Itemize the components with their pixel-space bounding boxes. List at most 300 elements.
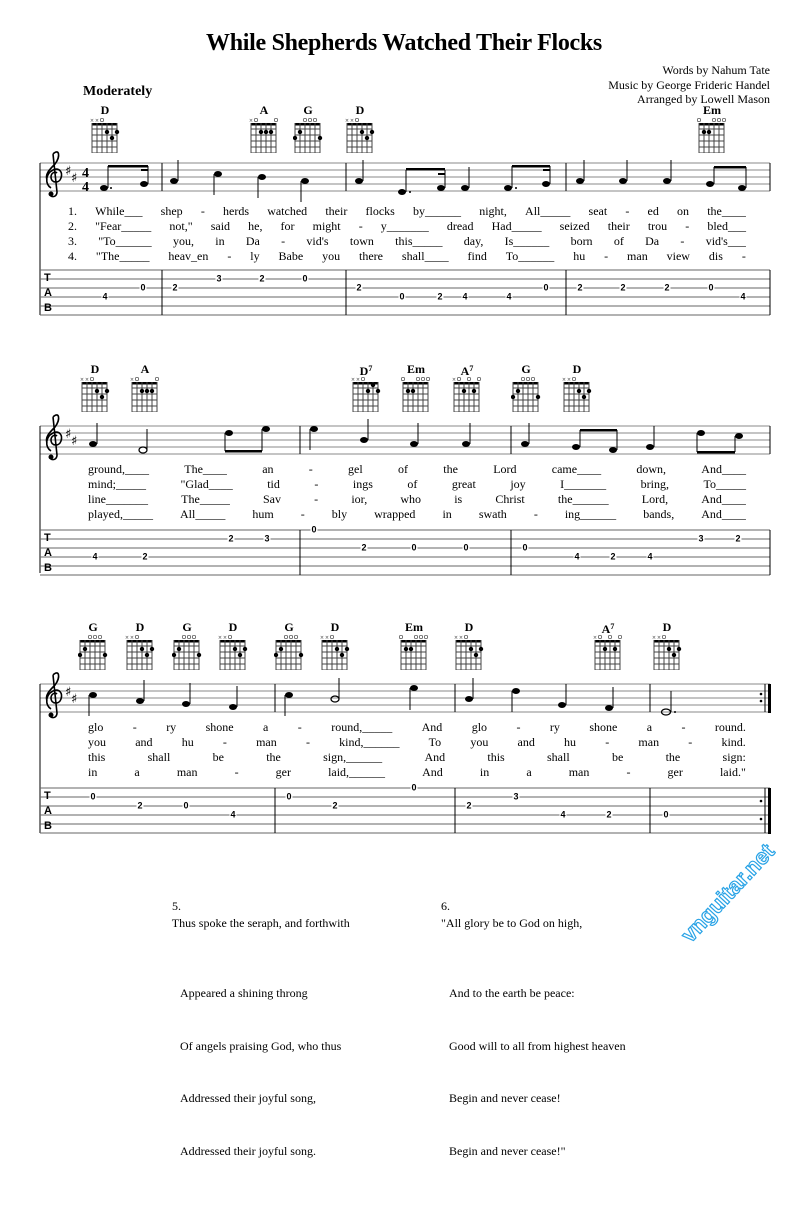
chord-diagram-icon [274, 634, 304, 670]
lyric-syllable: bly [331, 507, 348, 521]
chord-g [167, 620, 207, 670]
lyric-syllable: town [349, 234, 374, 248]
chord-d [557, 362, 597, 412]
svg-text:×: × [458, 635, 464, 641]
lyric-syllable: Babe [278, 249, 304, 263]
lyric-syllable: man [176, 765, 198, 779]
lyric-syllable: of [407, 477, 418, 491]
lyric-syllable: heav_en [168, 249, 209, 263]
chord-name: Em [405, 620, 423, 634]
svg-text:×: × [84, 377, 90, 383]
chord-diagram-icon [320, 634, 350, 670]
tab-fret-number: 0 [286, 791, 292, 802]
verse-6-line-5: Begin and never cease!" [449, 1143, 566, 1158]
lyric-syllable: you [470, 735, 489, 749]
chord-diagram-icon [401, 376, 431, 412]
lyric-syllable: joy [510, 477, 526, 491]
chord-name: Em [407, 362, 425, 376]
lyric-syllable: man [568, 765, 590, 779]
lyric-syllable: you [88, 735, 106, 749]
chord-diagram-icon [172, 634, 202, 670]
chord-diagram-icon [454, 634, 484, 670]
svg-text:T: T [44, 272, 51, 284]
lyric-syllable: the [266, 750, 281, 764]
lyric-syllable: find [467, 249, 487, 263]
svg-text:×: × [562, 377, 567, 383]
chord-diagram-icon [80, 376, 110, 412]
song-title: While Shepherds Watched Their Flocks [206, 30, 602, 56]
lyric-syllable: 3. [68, 234, 77, 248]
chord-g [73, 620, 113, 670]
tab-fret-number: 2 [466, 800, 472, 811]
lyric-syllable: hum [252, 507, 274, 521]
tab-fret-number: 3 [513, 791, 519, 802]
tab-fret-number: 2 [259, 273, 265, 284]
chord-name: A [140, 362, 150, 376]
lyric-syllable: Da [245, 234, 260, 248]
lyric-syllable: - [605, 735, 610, 749]
lyric-syllable: watched [267, 204, 308, 218]
tab-fret-number: 4 [92, 551, 98, 562]
svg-text:×: × [349, 118, 355, 124]
lyric-syllable: their [607, 219, 630, 233]
lyric-syllable: glo [88, 720, 104, 734]
lyric-syllable: shall [547, 750, 570, 764]
tab-fret-number: 2 [356, 282, 362, 293]
tab-fret-number: 0 [522, 542, 528, 553]
lyric-syllable: - [741, 249, 746, 263]
lyric-syllable: Da [645, 234, 660, 248]
chord-g [269, 620, 309, 670]
chord-diagram-icon [125, 634, 155, 670]
lyric-syllable: by______ [413, 204, 462, 218]
lyric-syllable: ly [250, 249, 260, 263]
tab-fret-number: 4 [462, 291, 468, 302]
lyric-syllable: in [479, 765, 490, 779]
tab-fret-number: 2 [735, 533, 741, 544]
lyric-syllable: seat [588, 204, 608, 218]
svg-text:♯: ♯ [65, 164, 72, 179]
svg-text:×: × [80, 377, 85, 383]
lyric-syllable: ry [549, 720, 560, 734]
tab-fret-number: 4 [102, 291, 108, 302]
chord-name: D [464, 620, 474, 634]
lyric-syllable: shone [589, 720, 618, 734]
lyric-syllable: ry [166, 720, 177, 734]
lyric-syllable: - [297, 720, 302, 734]
chord-d [213, 620, 253, 670]
lyric-syllable: - [688, 735, 693, 749]
chord-a [125, 362, 165, 412]
lyric-syllable: - [685, 219, 690, 233]
tab-fret-number: 3 [698, 533, 704, 544]
svg-text:B: B [44, 302, 52, 314]
lyric-syllable: ing______ [564, 507, 617, 521]
lyric-syllable: sign: [722, 750, 746, 764]
lyric-syllable: hu [564, 735, 577, 749]
lyric-syllable: in [215, 234, 225, 248]
svg-text:×: × [324, 635, 330, 641]
verse-6-number: 6. [441, 898, 450, 913]
lyric-syllable: swath [478, 507, 507, 521]
lyric-syllable: - [358, 219, 363, 233]
lyric-line-3 [0, 234, 808, 249]
chord-em [396, 362, 436, 412]
verse-5-line-1: Thus spoke the seraph, and forthwith [171, 916, 350, 930]
lyric-syllable: this [487, 750, 505, 764]
chord-g [506, 362, 546, 412]
svg-text:B: B [44, 562, 52, 574]
lyric-syllable: All_____ [180, 507, 226, 521]
tempo-marking: Moderately [83, 84, 153, 99]
lyric-syllable: of [613, 234, 624, 248]
chord-name: D [90, 362, 100, 376]
svg-text:×: × [320, 635, 325, 641]
tab-fret-number: 2 [610, 551, 616, 562]
svg-text:×: × [656, 635, 662, 641]
svg-text:×: × [355, 377, 361, 383]
lyric-syllable: flocks [365, 204, 395, 218]
lyric-syllable: said [210, 219, 231, 233]
lyric-syllable: came____ [551, 462, 602, 476]
verse-6-line-2: And to the earth be peace: [449, 986, 575, 1000]
lyric-syllable: ings [352, 477, 373, 491]
lyric-syllable: laid." [719, 765, 746, 779]
chord-diagram-icon [218, 634, 248, 670]
lyric-syllable: The_____ [181, 492, 230, 506]
lyric-syllable: gel [348, 462, 363, 476]
lyric-syllable: born [570, 234, 593, 248]
lyric-syllable: round,_____ [331, 720, 393, 734]
svg-text:♯: ♯ [71, 434, 78, 449]
chord-d [75, 362, 115, 412]
svg-text:×: × [125, 635, 130, 641]
tab-fret-number: 3 [216, 273, 222, 284]
chord-name: D [228, 620, 238, 634]
lyric-syllable: - [308, 462, 313, 476]
lyric-syllable: a [263, 720, 269, 734]
tab-fret-number: 2 [606, 809, 612, 820]
tab-fret-number: 3 [264, 533, 270, 544]
svg-text:×: × [129, 635, 135, 641]
lyric-line-1 [0, 462, 808, 477]
svg-text:×: × [222, 635, 228, 641]
tab-fret-number: 4 [740, 291, 746, 302]
tab-fret-number: 0 [399, 291, 405, 302]
lyric-syllable: "To______ [98, 234, 152, 248]
lyric-syllable: - [604, 249, 609, 263]
lyric-syllable: kind,______ [339, 735, 400, 749]
lyric-syllable: kind. [721, 735, 746, 749]
lyric-syllable: trou [647, 219, 668, 233]
chord-diagram-icon [652, 634, 682, 670]
chord-name: G [521, 362, 531, 376]
lyric-syllable: - [234, 765, 239, 779]
verse-5 [166, 880, 350, 1213]
verse-5-line-3: Of angels praising God, who thus [180, 1038, 342, 1053]
lyric-syllable: Is______ [504, 234, 550, 248]
tab-fret-number: 4 [506, 291, 512, 302]
verse-6-line-1: "All glory be to God on high, [441, 916, 583, 930]
chord-name: G [303, 103, 313, 117]
credit-music: Music by George Frideric Handel [608, 77, 770, 92]
lyric-syllable: a [134, 765, 140, 779]
chord-d [449, 620, 489, 670]
lyric-syllable: y_______ [380, 219, 429, 233]
lyric-syllable: the [443, 462, 458, 476]
chord-d [340, 103, 380, 153]
chord-name: G [182, 620, 192, 634]
tab-fret-number: 4 [560, 809, 566, 820]
lyric-syllable: glo [471, 720, 488, 734]
lyric-syllable: be [611, 750, 624, 764]
chord-diagram-icon [593, 634, 623, 670]
lyric-syllable: I_______ [560, 477, 607, 491]
tab-fret-number: 4 [647, 551, 653, 562]
chord-d [85, 103, 125, 153]
lyric-syllable: - [281, 234, 286, 248]
lyric-syllable: While___ [95, 204, 143, 218]
lyric-syllable: there [359, 249, 383, 263]
chord-name: $A^7$ [601, 622, 615, 636]
tab-fret-number: 2 [142, 551, 148, 562]
lyric-syllable: All_____ [525, 204, 571, 218]
lyric-syllable: 1. [68, 204, 77, 218]
lyric-syllable: you [322, 249, 341, 263]
lyric-syllable: the______ [557, 492, 609, 506]
lyric-syllable: this [88, 750, 106, 764]
lyric-syllable: To_____ [703, 477, 746, 491]
lyric-syllable: tid [267, 477, 280, 491]
svg-text:×: × [454, 635, 459, 641]
lyric-syllable: dis [708, 249, 723, 263]
lyric-syllable: - [533, 507, 538, 521]
lyric-syllable: great [451, 477, 476, 491]
lyric-syllable: - [626, 765, 631, 779]
tab-fret-number: 2 [664, 282, 670, 293]
svg-text:♯: ♯ [65, 685, 72, 700]
lyric-syllable: be [212, 750, 224, 764]
lyric-syllable: Lord, [641, 492, 669, 506]
lyric-line-2 [0, 219, 808, 234]
lyric-syllable: night, [479, 204, 507, 218]
lyric-line-1 [0, 204, 808, 219]
verse-5-number: 5. [172, 898, 181, 913]
chord-g [288, 103, 328, 153]
verse-6-line-4: Begin and never cease! [449, 1091, 561, 1105]
lyric-syllable: The____ [184, 462, 227, 476]
lyric-syllable: shep [160, 204, 183, 218]
tab-fret-number: 4 [574, 551, 580, 562]
lyric-syllable: Lord [493, 462, 517, 476]
svg-text:×: × [94, 118, 100, 124]
lyric-syllable: - [300, 507, 305, 521]
tab-fret-number: 4 [230, 809, 236, 820]
lyric-syllable: round. [714, 720, 746, 734]
lyric-syllable: he, [248, 219, 263, 233]
system-2-tab [40, 530, 770, 575]
chord-name: $D^7$ [359, 364, 373, 378]
tab-fret-number: 0 [302, 273, 308, 284]
tab-fret-number: 0 [708, 282, 714, 293]
chord-name: Em [703, 103, 721, 117]
chord-diagram-icon [452, 376, 482, 412]
credit-words: Words by Nahum Tate [662, 63, 770, 77]
svg-text:A: A [44, 805, 52, 817]
lyric-syllable: and [135, 735, 153, 749]
chord-a [244, 103, 284, 153]
lyric-syllable: bled___ [707, 219, 746, 233]
lyric-syllable: And____ [701, 462, 746, 476]
lyric-syllable: - [314, 492, 319, 506]
lyric-line-3 [0, 750, 808, 765]
chord-a7 [447, 362, 487, 412]
tab-fret-number: 0 [90, 791, 96, 802]
lyric-syllable: the [665, 750, 681, 764]
chord-diagram-icon [562, 376, 592, 412]
tab-fret-number: 0 [140, 282, 146, 293]
chord-diagram-icon [130, 376, 160, 412]
svg-text:×: × [345, 118, 350, 124]
chord-a7 [588, 620, 628, 670]
verse-5-line-2: Appeared a shining throng [180, 986, 308, 1000]
lyric-syllable: ior, [351, 492, 368, 506]
lyric-syllable: for [280, 219, 295, 233]
lyric-syllable: - [132, 720, 137, 734]
lyric-syllable: vid's [306, 234, 329, 248]
svg-text:×: × [652, 635, 657, 641]
tab-fret-number: 2 [620, 282, 626, 293]
chord-name: A [259, 103, 269, 117]
tab-fret-number: 0 [311, 524, 317, 535]
lyric-syllable: shall____ [401, 249, 449, 263]
lyric-syllable: vid's___ [705, 234, 746, 248]
lyric-syllable: seized [559, 219, 590, 233]
verse-5-line-5: Addressed their joyful song. [180, 1143, 316, 1158]
chord-name: D [355, 103, 365, 117]
tab-fret-number: 2 [172, 282, 178, 293]
lyric-syllable: in [442, 507, 452, 521]
lyric-syllable: Christ [495, 492, 525, 506]
svg-text:A: A [44, 287, 52, 299]
system-3-tab [40, 788, 771, 834]
chord-diagram-icon [249, 117, 279, 153]
chord-em [692, 103, 732, 153]
tab-fret-number: 2 [361, 542, 367, 553]
lyric-syllable: And____ [701, 492, 746, 506]
lyric-syllable: 4. [68, 249, 77, 263]
chord-d [315, 620, 355, 670]
chord-diagram-icon [293, 117, 323, 153]
lyric-syllable: bands, [643, 507, 675, 521]
svg-text:♯: ♯ [71, 692, 78, 707]
lyric-syllable: an [262, 462, 274, 476]
lyric-syllable: hu [573, 249, 586, 263]
svg-text:×: × [593, 635, 598, 641]
lyric-line-2 [0, 735, 808, 750]
lyric-syllable: - [625, 204, 630, 218]
lyric-syllable: might [312, 219, 341, 233]
lyric-line-1 [0, 720, 808, 735]
chord-name: D [135, 620, 145, 634]
lyric-syllable: a [526, 765, 532, 779]
verse-6 [435, 880, 626, 1213]
tab-fret-number: 0 [411, 542, 417, 553]
lyric-syllable: a [646, 720, 653, 734]
chord-diagram-icon [90, 117, 120, 153]
chord-diagram-icon [78, 634, 108, 670]
lyric-syllable: and [517, 735, 535, 749]
chord-name: D [330, 620, 340, 634]
svg-text:♯: ♯ [65, 427, 72, 442]
lyric-syllable: not," [169, 219, 193, 233]
lyric-syllable: - [681, 720, 686, 734]
lyric-syllable: To______ [505, 249, 555, 263]
lyric-syllable: "The_____ [95, 249, 150, 263]
tab-fret-number: 2 [228, 533, 234, 544]
chord-name: G [284, 620, 294, 634]
lyric-line-4 [0, 249, 808, 264]
lyric-line-3 [0, 492, 808, 507]
lyric-syllable: you, [172, 234, 194, 248]
svg-text:4: 4 [82, 180, 89, 195]
lyric-syllable: their [325, 204, 348, 218]
chord-diagram-icon [511, 376, 541, 412]
lyric-syllable: To [428, 735, 442, 749]
chord-name: D [100, 103, 110, 117]
lyric-syllable: laid,______ [328, 765, 386, 779]
lyric-syllable: - [200, 204, 205, 218]
svg-text:×: × [452, 377, 457, 383]
lyric-syllable: 2. [68, 219, 77, 233]
lyric-syllable: ger [667, 765, 683, 779]
lyric-syllable: view [666, 249, 690, 263]
lyric-syllable: down, [636, 462, 667, 476]
svg-text:×: × [218, 635, 223, 641]
lyric-syllable: And [424, 750, 446, 764]
lyric-syllable: "Fear_____ [95, 219, 152, 233]
tab-fret-number: 0 [411, 782, 417, 793]
lyric-syllable: - [680, 234, 685, 248]
lyric-syllable: who [400, 492, 422, 506]
svg-text:A: A [44, 547, 52, 559]
tab-fret-number: 0 [183, 800, 189, 811]
lyric-syllable: - [222, 735, 227, 749]
lyric-syllable: line_______ [88, 492, 148, 506]
lyric-syllable: ground,____ [88, 462, 149, 476]
lyric-syllable: "Glad____ [180, 477, 233, 491]
lyric-line-4 [0, 507, 808, 522]
lyric-syllable: of [397, 462, 408, 476]
chord-name: D [572, 362, 582, 376]
lyric-syllable: shone [205, 720, 234, 734]
lyric-syllable: hu [181, 735, 194, 749]
chord-diagram-icon [399, 634, 429, 670]
lyric-syllable: Had_____ [491, 219, 542, 233]
lyric-syllable: - [314, 477, 319, 491]
lyric-syllable: day, [463, 234, 484, 248]
svg-text:×: × [249, 118, 254, 124]
tab-fret-number: 0 [663, 809, 669, 820]
svg-text:×: × [351, 377, 356, 383]
lyric-syllable: man [638, 735, 660, 749]
chord-em [394, 620, 434, 670]
lyric-line-2 [0, 477, 808, 492]
watermark: vnguitar.net [676, 838, 780, 948]
tab-fret-number: 0 [543, 282, 549, 293]
chord-diagram-icon [351, 376, 381, 412]
svg-text:♯: ♯ [71, 171, 78, 186]
